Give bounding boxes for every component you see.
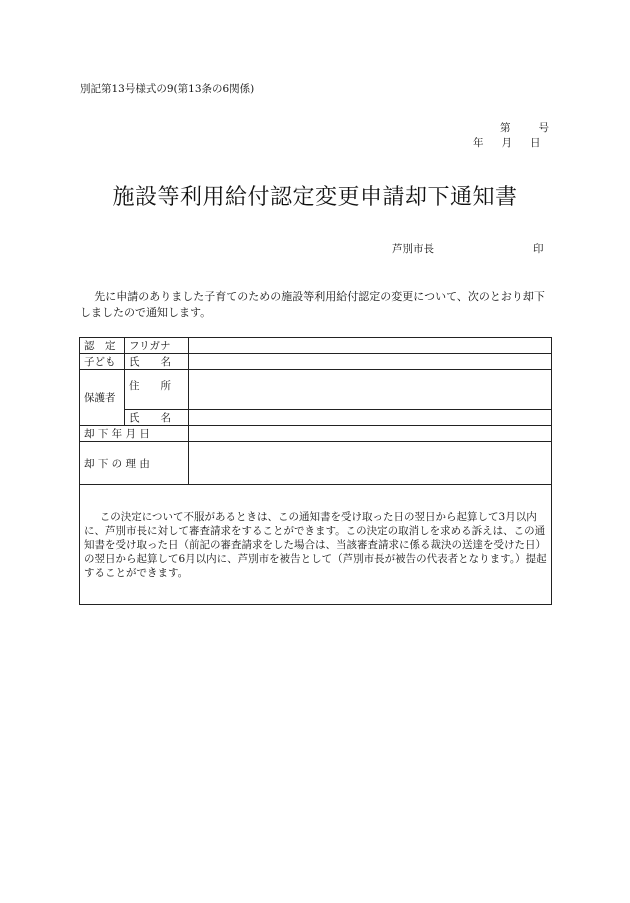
guardian-label: 保護者 (80, 370, 125, 426)
guardian-name-row (80, 410, 552, 426)
issue-date (473, 135, 541, 150)
body-text: 先に申請のありました子育てのための施設等利用給付認定の変更について、次のとおり却下しましたので通知します。 (80, 290, 545, 319)
child-label-2: 子ども (80, 354, 125, 370)
rejection-reason-label: 却 下 の 理 由 (80, 442, 189, 485)
document-title: 施設等利用給付認定変更申請却下通知書 (112, 185, 518, 210)
issuer-name: 芦別市長 (392, 243, 434, 255)
address-label: 住 所 (125, 370, 189, 410)
child-name-field[interactable] (189, 354, 552, 370)
date-day-label: 日 (530, 137, 541, 149)
guardian-name-field[interactable] (189, 410, 552, 426)
doc-no-prefix: 第 (500, 122, 511, 134)
rejection-reason-field[interactable] (189, 442, 552, 485)
furigana-field[interactable] (189, 338, 552, 354)
child-name-row (80, 354, 552, 370)
rejection-reason-row (80, 442, 552, 485)
furigana-label: フリガナ (125, 338, 189, 354)
form-reference: 別記第13号様式の9(第13条の6関係) (80, 83, 255, 95)
details-table (79, 337, 552, 605)
seal-mark: 印 (533, 243, 544, 255)
doc-no-suffix: 号 (538, 122, 549, 134)
date-month-label: 月 (501, 137, 512, 149)
notice-row (80, 485, 552, 605)
furigana-row (80, 338, 552, 354)
notice-cell (80, 485, 552, 605)
guardian-name-label: 氏 名 (125, 410, 189, 426)
address-field[interactable] (189, 370, 552, 410)
rejection-date-field[interactable] (189, 426, 552, 442)
rejection-date-row (80, 426, 552, 442)
address-row (80, 370, 552, 410)
child-name-label: 氏 名 (125, 354, 189, 370)
appeal-notice: この決定について不服があるときは、この通知書を受け取った日の翌日から起算して3月以内に、芦別市長に対して審査請求をすることができます。この決定の取消しを求める訴えは、この通知書を受け取った日（前記の審査請求をした場合は、当該審査請求に係る裁決の送達を受けた日）の翌日から起算して6月以内に、芦別市を被告として（芦別市長が被告の代表者となります。）提起することができます。 (84, 510, 547, 579)
child-label-1: 認 定 (80, 338, 125, 354)
rejection-date-label: 却 下 年 月 日 (80, 426, 189, 442)
document-number (500, 120, 549, 135)
date-year-label: 年 (473, 137, 484, 149)
